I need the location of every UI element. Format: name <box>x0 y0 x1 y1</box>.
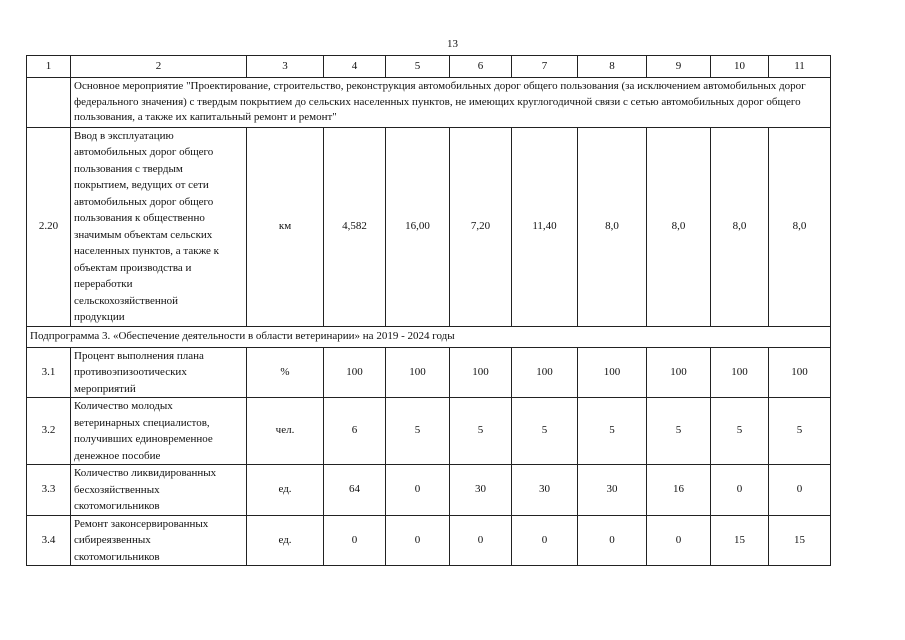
value-cell: 15 <box>769 515 831 566</box>
value-cell: 5 <box>711 398 769 465</box>
indicator-name <box>71 465 247 516</box>
value-cell: 0 <box>647 515 711 566</box>
name-line: значимым объектам сельских <box>74 228 213 241</box>
value-cell: 30 <box>512 465 578 516</box>
indicator-name <box>71 515 247 566</box>
main-activity-text: Основное мероприятие "Проектирование, строительство, реконструкция автомобильных дорог общего пользования (за исключением автомобильных дорог федерального значения) с твердым покрытием до сельских населенных пунктов, не имеющих круглогодичной связи с сетью автомобильных дорог общего пользования, а также их капитальный ремонт и ремонт" <box>71 78 831 128</box>
value-cell: 0 <box>386 465 450 516</box>
value-cell: 5 <box>578 398 647 465</box>
value-cell: 100 <box>512 347 578 398</box>
header-row <box>27 56 831 78</box>
value-cell: 8,0 <box>578 127 647 326</box>
column-header: 10 <box>711 56 769 78</box>
value-cell: 0 <box>512 515 578 566</box>
column-header: 4 <box>324 56 386 78</box>
row-number: 3.1 <box>27 347 71 398</box>
value-cell: 8,0 <box>711 127 769 326</box>
name-line: Количество молодых <box>74 400 173 412</box>
unit-cell: % <box>247 347 324 398</box>
name-line: сельскохозяйственной <box>74 294 179 307</box>
name-line: покрытием, ведущих от сети <box>74 179 209 191</box>
value-cell: 30 <box>450 465 512 516</box>
unit-cell: чел. <box>247 398 324 465</box>
unit-cell: ед. <box>247 515 324 566</box>
name-line: Ввод в эксплуатацию <box>74 129 174 142</box>
column-header: 8 <box>578 56 647 78</box>
unit-cell: км <box>247 127 324 326</box>
value-cell: 16 <box>647 465 711 516</box>
value-cell: 0 <box>386 515 450 566</box>
table-row <box>27 398 831 465</box>
name-line: денежное пособие <box>74 449 161 462</box>
name-line: продукции <box>74 311 125 323</box>
value-cell: 6 <box>324 398 386 465</box>
column-header: 1 <box>27 56 71 78</box>
value-cell: 0 <box>711 465 769 516</box>
table-row <box>27 465 831 516</box>
value-cell: 5 <box>386 398 450 465</box>
name-line: Ремонт законсервированных <box>74 517 209 530</box>
value-cell: 100 <box>711 347 769 398</box>
column-header: 3 <box>247 56 324 78</box>
subprogram-row <box>27 326 831 347</box>
name-line: ветеринарных специалистов, <box>74 416 210 429</box>
value-cell: 0 <box>578 515 647 566</box>
value-cell: 100 <box>386 347 450 398</box>
column-header: 9 <box>647 56 711 78</box>
main-activity-row <box>27 78 831 128</box>
name-line: пользования с твердым <box>74 162 183 175</box>
value-cell: 4,582 <box>324 127 386 326</box>
name-line: бесхозяйственных <box>74 483 160 496</box>
name-line: населенных пунктов, а также к <box>74 245 220 257</box>
name-line: переработки <box>74 278 133 290</box>
value-cell: 64 <box>324 465 386 516</box>
value-cell: 7,20 <box>450 127 512 326</box>
name-line: мероприятий <box>74 382 136 395</box>
value-cell: 0 <box>324 515 386 566</box>
table-row <box>27 347 831 398</box>
unit-cell: ед. <box>247 465 324 516</box>
value-cell: 5 <box>450 398 512 465</box>
table-row <box>27 515 831 566</box>
subprogram-title: Подпрограмма 3. «Обеспечение деятельности в области ветеринарии» на 2019 - 2024 годы <box>27 326 831 347</box>
row-number: 2.20 <box>27 127 71 326</box>
name-line: объектам производства и <box>74 261 192 274</box>
name-line: пользования к общественно <box>74 212 205 224</box>
value-cell: 5 <box>512 398 578 465</box>
value-cell: 5 <box>647 398 711 465</box>
name-line: сибиреязвенных <box>74 534 151 546</box>
name-line: противоэпизоотических <box>74 366 187 378</box>
column-header: 5 <box>386 56 450 78</box>
value-cell: 8,0 <box>769 127 831 326</box>
value-cell: 100 <box>769 347 831 398</box>
row-number: 3.4 <box>27 515 71 566</box>
column-header: 2 <box>71 56 247 78</box>
value-cell: 100 <box>578 347 647 398</box>
name-line: Процент выполнения плана <box>74 349 204 362</box>
name-line: получивших единовременное <box>74 433 213 445</box>
value-cell: 15 <box>711 515 769 566</box>
value-cell: 5 <box>769 398 831 465</box>
column-header: 11 <box>769 56 831 78</box>
column-header: 6 <box>450 56 512 78</box>
value-cell: 100 <box>450 347 512 398</box>
value-cell: 0 <box>450 515 512 566</box>
name-line: скотомогильников <box>74 500 160 512</box>
value-cell: 16,00 <box>386 127 450 326</box>
page-number: 13 <box>447 38 458 50</box>
indicator-name <box>71 398 247 465</box>
value-cell: 8,0 <box>647 127 711 326</box>
column-header: 7 <box>512 56 578 78</box>
value-cell: 0 <box>769 465 831 516</box>
name-line: Количество ликвидированных <box>74 467 217 479</box>
name-line: скотомогильников <box>74 550 160 563</box>
indicators-table <box>26 55 831 566</box>
value-cell: 100 <box>324 347 386 398</box>
empty-cell <box>27 78 71 128</box>
row-number: 3.2 <box>27 398 71 465</box>
indicator-name <box>71 347 247 398</box>
name-line: автомобильных дорог общего <box>74 146 214 158</box>
row-number: 3.3 <box>27 465 71 516</box>
indicator-name <box>71 127 247 326</box>
table-row <box>27 127 831 326</box>
name-line: автомобильных дорог общего <box>74 195 214 208</box>
value-cell: 100 <box>647 347 711 398</box>
value-cell: 11,40 <box>512 127 578 326</box>
value-cell: 30 <box>578 465 647 516</box>
